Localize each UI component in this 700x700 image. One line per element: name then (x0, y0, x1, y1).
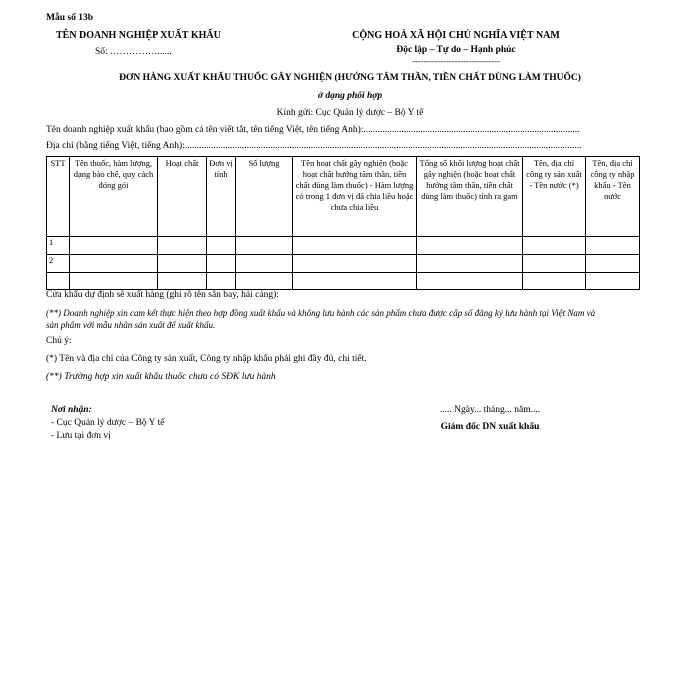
document-title: ĐƠN HÀNG XUẤT KHẨU THUỐC GÂY NGHIỆN (HƯỚNG TÂM THẦN, TIỀN CHẤT DÙNG LÀM THUỐC) (119, 73, 581, 83)
recipient-2: - Lưu tại đơn vị (51, 431, 111, 441)
note-1: (*) Tên và địa chỉ của Công ty sản xuất, Công ty nhập khẩu phải ghi đầy đủ, chi tiết. (46, 354, 367, 364)
document-number: Số: ……………...... (95, 47, 172, 57)
table-cell[interactable] (523, 273, 586, 290)
col-header-stt: STT (47, 157, 70, 237)
table-cell[interactable] (293, 237, 417, 255)
company-name-field: Tên doanh nghiệp xuất khẩu (bao gồm cả tên viết tắt, tên tiếng Việt, tên tiếng Anh):........................................................................................... (46, 125, 580, 135)
table-cell[interactable] (417, 255, 523, 273)
form-code: Mẫu số 13b (46, 13, 93, 23)
col-header-importer: Tên, địa chỉ công ty nhập khẩu - Tên nước (586, 157, 640, 237)
col-header-total-mass: Tổng số khối lượng hoạt chất gây nghiện (hoặc hoạt chất hướng tâm thần, tiền chất dùng làm thuốc) tính ra gam (417, 157, 523, 237)
date-line: ..... Ngày... tháng... năm.... (439, 405, 541, 415)
table-cell[interactable] (523, 255, 586, 273)
national-motto: Độc lập – Tự do – Hạnh phúc (396, 45, 516, 55)
table-cell[interactable] (47, 273, 70, 290)
commitment-line-2: sản phẩm với mẫu nhãn sản xuất để xuất khẩu. (46, 320, 216, 330)
col-header-manufacturer: Tên, địa chỉ công ty sản xuất - Tên nước (*) (523, 157, 586, 237)
recipients-label: Nơi nhận: (51, 405, 92, 415)
export-order-table (46, 156, 640, 290)
table-cell[interactable] (70, 237, 158, 255)
table-cell[interactable] (207, 273, 236, 290)
table-row (47, 255, 640, 273)
table-cell[interactable] (158, 255, 207, 273)
table-cell[interactable]: 2 (47, 255, 70, 273)
table-header-row (47, 157, 640, 237)
note-2: (**) Trường hợp xin xuất khẩu thuốc chưa có SĐK lưu hành (46, 372, 276, 382)
table-cell[interactable] (417, 237, 523, 255)
table-cell[interactable]: 1 (47, 237, 70, 255)
commitment-statement (46, 307, 656, 331)
commitment-line-1: (**) Doanh nghiệp xin cam kết thực hiện theo hợp đồng xuất khẩu và không lưu hành các sản phẩm chưa được cấp số đăng ký lưu hành tại Việt Nam và (46, 308, 596, 318)
col-header-unit: Đơn vị tính (207, 157, 236, 237)
col-header-narcotic-content: Tên hoạt chất gây nghiện (hoặc hoạt chất hướng tâm thần, tiền chất dùng làm thuốc) - Hàm lượng có trong 1 đơn vị đã chia liều hoặc chưa chia liều (293, 157, 417, 237)
table-cell[interactable] (236, 237, 293, 255)
table-cell[interactable] (523, 237, 586, 255)
signer-title: Giám đốc DN xuất khẩu (440, 422, 540, 432)
motto-underline: ------------------------------- (412, 56, 500, 66)
table-cell[interactable] (207, 237, 236, 255)
addressee: Kính gửi: Cục Quản lý dược – Bộ Y tế (276, 108, 424, 118)
table-cell[interactable] (586, 237, 640, 255)
document-subtitle: ở dạng phối hợp (317, 91, 383, 101)
table-cell[interactable] (158, 237, 207, 255)
col-header-active-ingredient: Hoạt chất (158, 157, 207, 237)
table-cell[interactable] (586, 273, 640, 290)
national-title: CỘNG HOÀ XÃ HỘI CHỦ NGHĨA VIỆT NAM (352, 30, 560, 41)
table-cell[interactable] (236, 273, 293, 290)
recipient-1: - Cục Quản lý dược – Bộ Y tế (51, 418, 165, 428)
table-cell[interactable] (236, 255, 293, 273)
table-cell[interactable] (586, 255, 640, 273)
address-field: Địa chỉ (bằng tiếng Việt, tiếng Anh):....................................................................................................................................................................... (46, 141, 582, 151)
note-label: Chú ý: (46, 336, 72, 346)
table-row (47, 237, 640, 255)
table-cell[interactable] (417, 273, 523, 290)
table-cell[interactable] (158, 273, 207, 290)
company-header: TÊN DOANH NGHIỆP XUẤT KHẨU (56, 30, 221, 41)
table-cell[interactable] (70, 255, 158, 273)
table-row (47, 273, 640, 290)
table-cell[interactable] (207, 255, 236, 273)
table-cell[interactable] (70, 273, 158, 290)
table-cell[interactable] (293, 273, 417, 290)
table-cell[interactable] (293, 255, 417, 273)
col-header-quantity: Số lượng (236, 157, 293, 237)
export-port-line: Cửa khẩu dự định sẽ xuất hàng (ghi rõ tên sân bay, hải cảng): (46, 290, 279, 300)
col-header-drug-name: Tên thuốc, hàm lượng, dạng bào chế, quy cách đóng gói (70, 157, 158, 237)
